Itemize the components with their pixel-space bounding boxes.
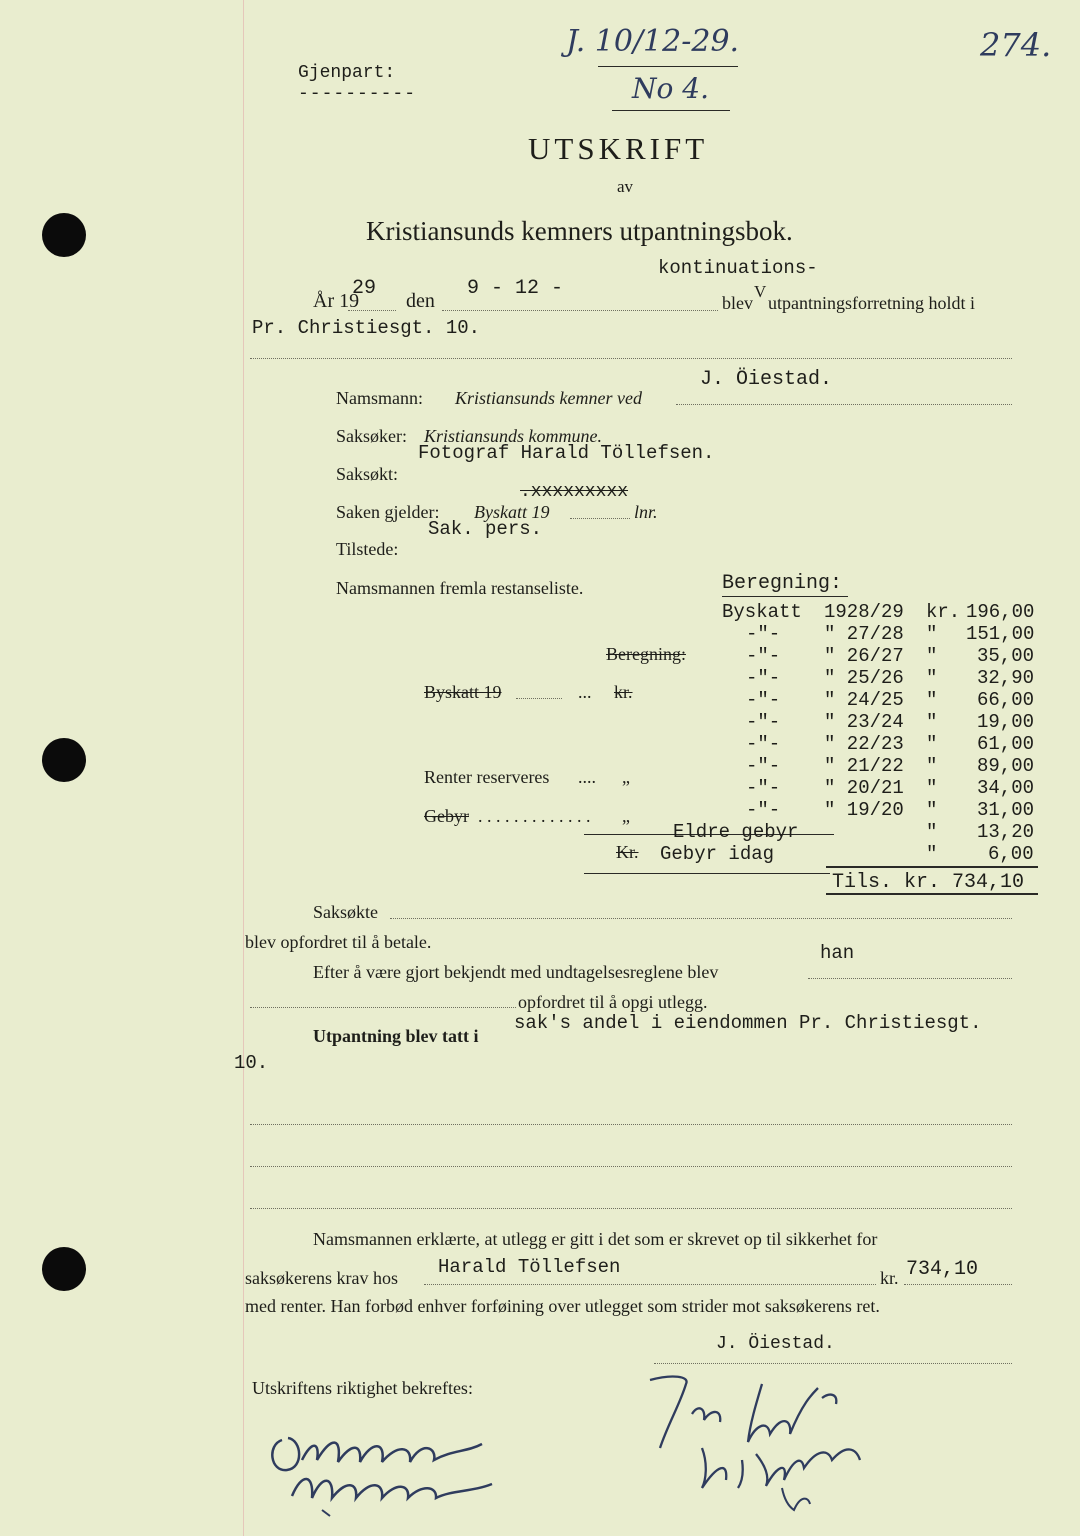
calc-row-unit: kr. xyxy=(926,601,961,623)
printed-kr-rule xyxy=(584,873,830,874)
calc-row-label: -"- xyxy=(746,733,781,755)
calc-heading-underline xyxy=(722,596,848,597)
year-rule xyxy=(348,310,396,311)
title-av: av xyxy=(617,177,634,196)
calc-row-unit: " xyxy=(926,733,938,755)
calc-row-amount: 66,00 xyxy=(977,689,1035,711)
number-underline xyxy=(612,110,730,111)
calc-row-period: " 26/27 xyxy=(824,645,904,667)
calc-row-unit: " xyxy=(926,711,938,733)
krav-name-rule xyxy=(424,1284,876,1285)
calc-row-period: " 22/23 xyxy=(824,733,904,755)
namsmann-label: Namsmann: xyxy=(336,388,423,408)
copy-label-underline: ---------- xyxy=(298,84,417,104)
margin-line xyxy=(243,0,244,1536)
calc-row-label: -"- xyxy=(746,689,781,711)
krav-name: Harald Töllefsen xyxy=(438,1256,621,1278)
gebyr-idag-label: Gebyr idag xyxy=(660,843,775,865)
saken-label: Saken gjelder: xyxy=(336,502,440,522)
utpantning-continued: 10. xyxy=(234,1052,269,1074)
saksoker-label: Saksøker: xyxy=(336,426,407,446)
calc-row-period: " 20/21 xyxy=(824,777,904,799)
printed-byskatt-dots: ... xyxy=(578,682,592,702)
printed-byskatt: Byskatt 19 xyxy=(424,682,502,702)
calc-row-label: -"- xyxy=(746,755,781,777)
calc-row-amount: 196,00 xyxy=(966,601,1035,623)
calc-row-label: -"- xyxy=(746,777,781,799)
address-rule xyxy=(250,358,1012,359)
saksokt-label: Saksøkt: xyxy=(336,464,399,484)
signature-judge xyxy=(632,1364,882,1514)
blank-rule-2 xyxy=(250,1166,1012,1167)
document-title: UTSKRIFT xyxy=(528,131,709,166)
date-value: 9 - 12 - xyxy=(467,277,564,300)
saksoker-value: Kristiansunds kommune. xyxy=(424,426,603,446)
efter-text: Efter å være gjort bekjendt med undtagelsesreglene blev xyxy=(313,962,719,982)
calc-row-label: -"- xyxy=(746,645,781,667)
saken-crossed-text: .xxxxxxxxx xyxy=(520,482,629,502)
namsmann-name: J. Öiestad. xyxy=(700,368,833,391)
signature-kemner xyxy=(262,1400,512,1520)
calc-row-unit: " xyxy=(926,799,938,821)
printed-byskatt-rule xyxy=(516,698,562,699)
calc-row-period: " 21/22 xyxy=(824,755,904,777)
eldre-gebyr-amount: 13,20 xyxy=(977,821,1035,843)
calc-row-amount: 34,00 xyxy=(977,777,1035,799)
krav-kr: kr. xyxy=(880,1268,899,1288)
printed-kr: Kr. xyxy=(616,842,639,862)
calc-row-label: -"- xyxy=(746,667,781,689)
utpantning-label: Utpantning blev tatt i xyxy=(313,1026,479,1046)
efter-rule xyxy=(808,978,1012,979)
blank-rule-1 xyxy=(250,1124,1012,1125)
krav-label: saksøkerens krav hos xyxy=(245,1268,398,1288)
calc-row-amount: 151,00 xyxy=(966,623,1035,645)
calc-row-period: 1928/29 xyxy=(824,601,904,623)
den-label: den xyxy=(406,290,435,312)
copy-label: Gjenpart: xyxy=(298,63,396,83)
forretning-address: Pr. Christiesgt. 10. xyxy=(252,317,481,339)
saken-lnr: lnr. xyxy=(634,502,658,522)
binder-hole-bottom xyxy=(42,1247,86,1291)
gebyr-idag-unit: " xyxy=(926,843,938,865)
year-value: 29 xyxy=(352,277,377,300)
binder-hole-middle xyxy=(42,738,86,782)
calc-row-unit: " xyxy=(926,689,938,711)
calc-row-unit: " xyxy=(926,755,938,777)
calc-row-label: -"- xyxy=(746,623,781,645)
bekreftes-text: Utskriftens riktighet bekreftes: xyxy=(252,1378,473,1398)
calc-row-period: " 25/26 xyxy=(824,667,904,689)
utpantning-value: sak's andel i eiendommen Pr. Christiesgt. xyxy=(514,1012,982,1034)
han-text: han xyxy=(820,942,855,964)
erklaerte-text: Namsmannen erklærte, at utlegg er gitt i det som er skrevet op til sikkerhet for xyxy=(313,1229,878,1249)
saksokte-label: Saksøkte xyxy=(313,902,378,922)
calc-row-unit: " xyxy=(926,777,938,799)
printed-renter: Renter reserveres xyxy=(424,767,550,787)
signer-name: J. Öiestad. xyxy=(716,1334,835,1354)
calc-row-label: Byskatt xyxy=(722,601,802,623)
namsmann-value: Kristiansunds kemner ved xyxy=(455,388,642,408)
calc-row-amount: 61,00 xyxy=(977,733,1035,755)
renter-text: med renter. Han forbød enhver forføining over utlegget som strider mot saksøkerens ret. xyxy=(245,1296,880,1316)
handwritten-date: J. 10/12-29. xyxy=(566,24,740,59)
calc-row-amount: 89,00 xyxy=(977,755,1035,777)
eldre-gebyr-label: Eldre gebyr xyxy=(673,821,799,843)
tilstede-value: Sak. pers. xyxy=(428,518,543,540)
calc-row-label: -"- xyxy=(746,799,781,821)
printed-gebyr: Gebyr xyxy=(424,806,469,826)
printed-renter-dots: .... xyxy=(578,767,596,787)
printed-gebyr-mark: „ xyxy=(622,806,630,826)
page-number: 274. xyxy=(980,26,1052,64)
kontinuations-text: kontinuations- xyxy=(658,257,818,279)
calc-row-label: -"- xyxy=(746,711,781,733)
opgi-text: opfordret til å opgi utlegg. xyxy=(518,992,708,1012)
saksokte-rule xyxy=(390,918,1012,919)
calc-row-amount: 19,00 xyxy=(977,711,1035,733)
fremla-text: Namsmannen fremla restanseliste. xyxy=(336,578,584,598)
calc-row-period: " 24/25 xyxy=(824,689,904,711)
calc-row-amount: 31,00 xyxy=(977,799,1035,821)
calc-row-amount: 35,00 xyxy=(977,645,1035,667)
insert-mark: V xyxy=(754,282,767,301)
calc-row-period: " 23/24 xyxy=(824,711,904,733)
saken-value: Byskatt 19 xyxy=(474,502,550,522)
saken-rule xyxy=(570,518,630,519)
saksokt-value: Fotograf Harald Töllefsen. xyxy=(418,442,715,464)
eldre-gebyr-unit: " xyxy=(926,821,938,843)
opfordret-text: blev opfordret til å betale. xyxy=(245,932,432,952)
handwritten-number: No 4. xyxy=(632,72,709,105)
calc-total: Tils. kr. 734,10 xyxy=(832,871,1025,894)
printed-gebyr-dots: . . . . . . . . . . . . . xyxy=(478,806,591,826)
calc-row-period: " 27/28 xyxy=(824,623,904,645)
gebyr-idag-amount: 6,00 xyxy=(988,843,1034,865)
blank-rule-3 xyxy=(250,1208,1012,1209)
krav-amount: 734,10 xyxy=(906,1258,979,1281)
calc-row-unit: " xyxy=(926,645,938,667)
calc-row-amount: 32,90 xyxy=(977,667,1035,689)
printed-byskatt-kr: kr. xyxy=(614,682,633,702)
total-rule xyxy=(826,866,1038,868)
calc-row-period: " 19/20 xyxy=(824,799,904,821)
printed-beregning: Beregning: xyxy=(606,644,686,664)
date-rule xyxy=(442,310,718,311)
date-underline xyxy=(598,66,738,67)
printed-renter-mark: „ xyxy=(622,767,630,787)
namsmann-rule xyxy=(676,404,1012,405)
binder-hole-top xyxy=(42,213,86,257)
krav-amount-rule xyxy=(904,1284,1012,1285)
tilstede-label: Tilstede: xyxy=(336,539,399,559)
document-subtitle: Kristiansunds kemners utpantningsbok. xyxy=(366,216,793,246)
forretning-text: utpantningsforretning holdt i xyxy=(768,293,975,313)
efter-rule-2 xyxy=(250,1007,516,1008)
calc-heading: Beregning: xyxy=(722,572,843,595)
year-label: År 19 xyxy=(313,290,360,312)
total-double-rule xyxy=(826,893,1038,895)
blev-text: blev xyxy=(722,293,753,313)
calc-row-unit: " xyxy=(926,667,938,689)
calc-row-unit: " xyxy=(926,623,938,645)
